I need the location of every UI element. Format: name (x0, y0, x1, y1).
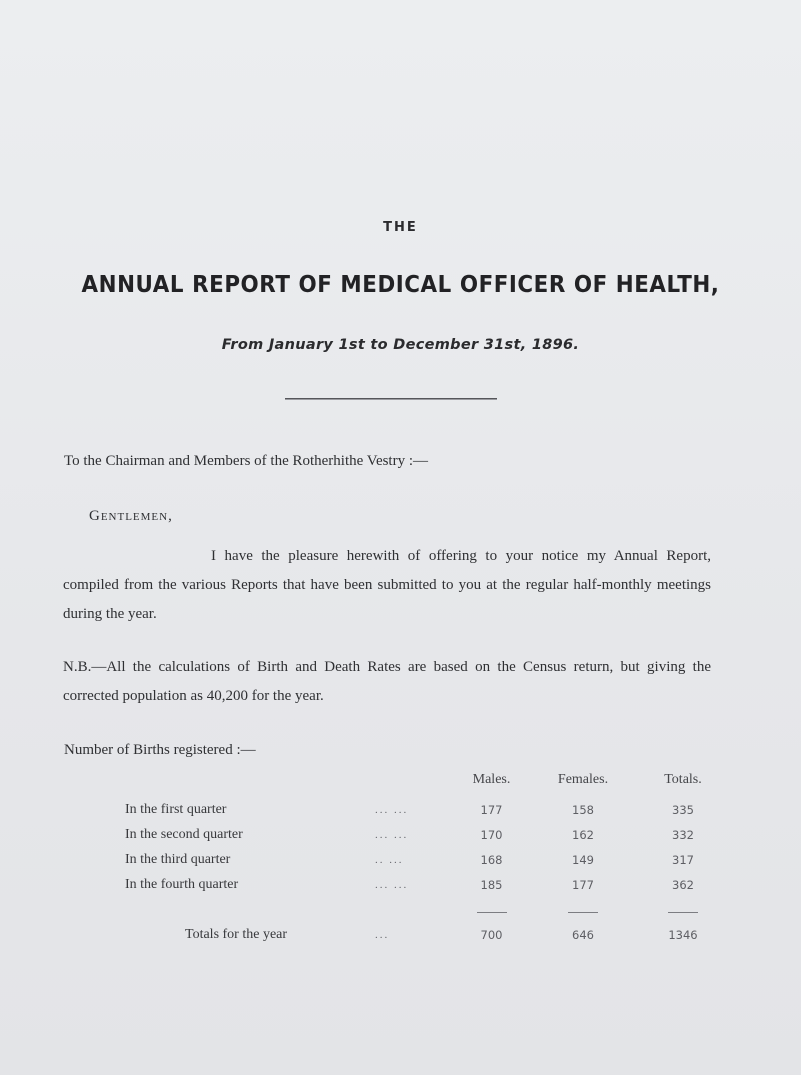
totals-label: Totals for the year (185, 926, 288, 942)
header-spacer (375, 772, 445, 797)
column-header-totals: Totals. (664, 772, 702, 787)
rule-spacer (375, 897, 445, 922)
total-births-value: 1346 (668, 927, 698, 942)
sum-rule-line (477, 912, 507, 913)
females-value: 158 (572, 802, 594, 817)
column-header-males: Males. (472, 772, 511, 787)
table-row (125, 872, 738, 897)
totals-value: 332 (672, 827, 694, 842)
row-label: In the second quarter (125, 826, 243, 842)
total-males-value: 700 (480, 927, 503, 942)
row-leader-dots: .. ... (375, 853, 404, 866)
table-row (125, 797, 738, 822)
sum-rule (445, 897, 538, 922)
males-value: 177 (480, 802, 503, 817)
totals-value: 335 (672, 802, 694, 817)
report-title: ANNUAL REPORT OF MEDICAL OFFICER OF HEALTH, (81, 272, 720, 298)
total-females-value: 646 (572, 927, 594, 942)
births-table-header (125, 772, 738, 797)
sum-rule-row (125, 897, 738, 922)
row-label: In the fourth quarter (125, 876, 239, 892)
females-value: 162 (572, 827, 594, 842)
females-value: 149 (572, 852, 594, 867)
rule-spacer (125, 897, 375, 922)
males-value: 168 (480, 852, 503, 867)
births-heading: Number of Births registered :— (64, 742, 256, 758)
letter-address: To the Chairman and Members of the Rotherhithe Vestry :— (64, 453, 429, 469)
row-leader-dots: ... (375, 928, 390, 941)
title-divider (285, 398, 497, 400)
row-label: In the third quarter (125, 851, 231, 867)
row-leader-dots: ... ... (375, 803, 409, 816)
sum-rule (538, 897, 628, 922)
totals-row (125, 922, 738, 947)
births-table (125, 772, 738, 947)
letter-paragraph-2: N.B.—All the calculations of Birth and Death Rates are based on the Census return, but giving the corrected population as 40,200 for the year. (63, 659, 711, 704)
row-leader-dots: ... ... (375, 878, 409, 891)
letter-paragraph-1: I have the pleasure herewith of offering to your notice my Annual Report, compiled from the various Reports that have been submitted to you at the regular half-monthly meetings during the year. (63, 548, 711, 622)
sum-rule-line (668, 912, 698, 913)
males-value: 185 (480, 877, 503, 892)
row-leader-dots: ... ... (375, 828, 409, 841)
header-the: THE (383, 220, 418, 235)
females-value: 177 (572, 877, 594, 892)
table-row (125, 822, 738, 847)
report-period: From January 1st to December 31st, 1896. (221, 337, 580, 353)
column-header-females: Females. (557, 772, 609, 787)
table-row (125, 847, 738, 872)
header-spacer (125, 772, 375, 797)
letter-salutation: Gentlemen, (89, 508, 173, 524)
sum-rule (628, 897, 738, 922)
totals-value: 317 (672, 852, 694, 867)
sum-rule-line (568, 912, 598, 913)
totals-value: 362 (672, 877, 694, 892)
males-value: 170 (480, 827, 503, 842)
row-label: In the first quarter (125, 801, 227, 817)
